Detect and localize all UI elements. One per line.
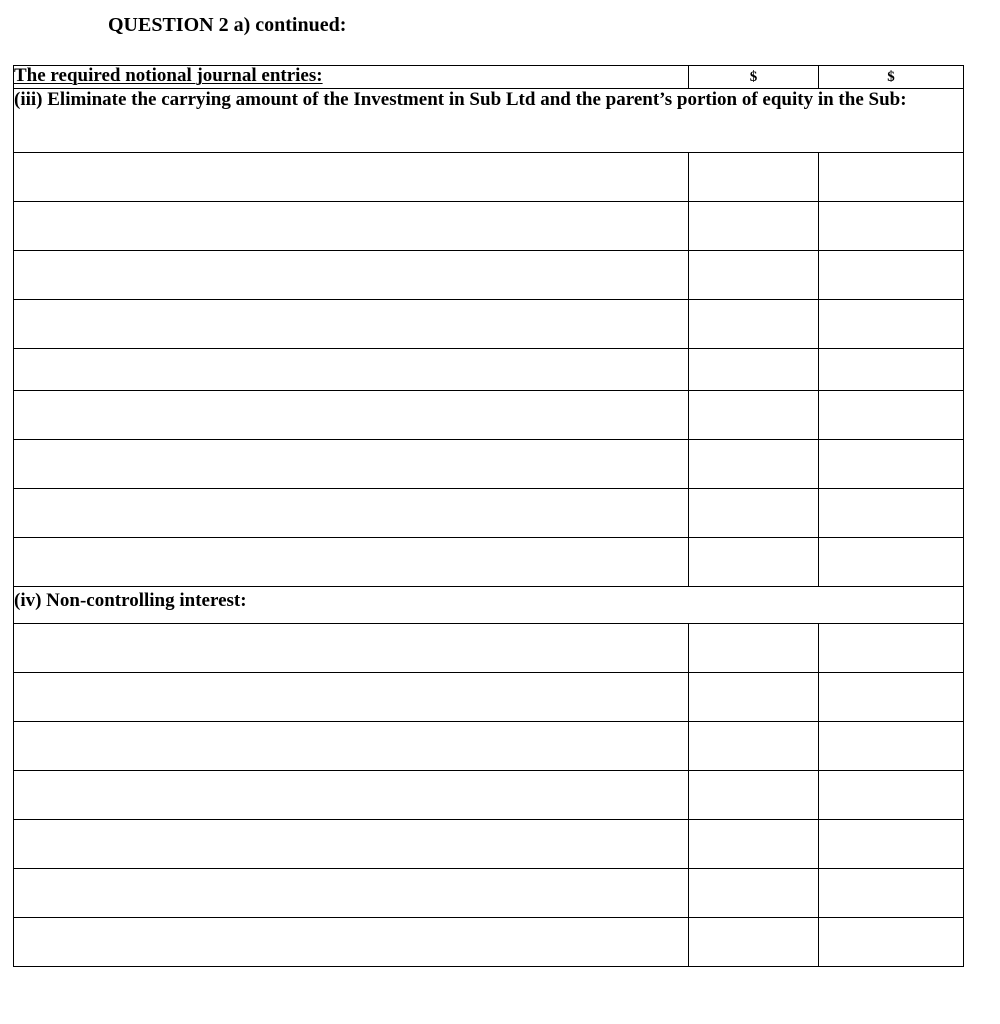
entry-credit-cell[interactable]	[819, 869, 964, 918]
entry-debit-cell[interactable]	[689, 489, 819, 538]
entry-debit-cell[interactable]	[689, 624, 819, 673]
entry-description-cell[interactable]	[14, 349, 689, 391]
entry-credit-cell[interactable]	[819, 300, 964, 349]
entry-description-cell[interactable]	[14, 489, 689, 538]
entry-description-cell[interactable]	[14, 820, 689, 869]
entry-debit-cell[interactable]	[689, 538, 819, 587]
entry-credit-cell[interactable]	[819, 489, 964, 538]
entry-description-cell[interactable]	[14, 300, 689, 349]
table-row	[14, 722, 964, 771]
entry-description-cell[interactable]	[14, 722, 689, 771]
table-row	[14, 673, 964, 722]
entry-debit-cell[interactable]	[689, 251, 819, 300]
entry-credit-cell[interactable]	[819, 624, 964, 673]
entry-debit-cell[interactable]	[689, 869, 819, 918]
entry-description-cell[interactable]	[14, 673, 689, 722]
entry-debit-cell[interactable]	[689, 673, 819, 722]
table-row	[14, 440, 964, 489]
entry-description-cell[interactable]	[14, 440, 689, 489]
section-iii-row	[14, 89, 964, 153]
entry-credit-cell[interactable]	[819, 391, 964, 440]
entry-credit-cell[interactable]	[819, 251, 964, 300]
entry-description-cell[interactable]	[14, 251, 689, 300]
table-header-label: The required notional journal entries:	[14, 66, 689, 89]
table-row	[14, 918, 964, 967]
entry-debit-cell[interactable]	[689, 391, 819, 440]
entry-description-cell[interactable]	[14, 869, 689, 918]
entry-description-cell[interactable]	[14, 202, 689, 251]
entry-credit-cell[interactable]	[819, 918, 964, 967]
entry-credit-cell[interactable]	[819, 722, 964, 771]
table-row	[14, 489, 964, 538]
entry-debit-cell[interactable]	[689, 440, 819, 489]
entry-description-cell[interactable]	[14, 391, 689, 440]
table-row	[14, 300, 964, 349]
entry-description-cell[interactable]	[14, 771, 689, 820]
table-row	[14, 251, 964, 300]
entry-debit-cell[interactable]	[689, 202, 819, 251]
entry-credit-cell[interactable]	[819, 349, 964, 391]
entry-description-cell[interactable]	[14, 624, 689, 673]
entry-debit-cell[interactable]	[689, 300, 819, 349]
journal-entries-table	[13, 65, 964, 967]
entry-debit-cell[interactable]	[689, 918, 819, 967]
section-iii-label: (iii) Eliminate the carrying amount of the Investment in Sub Ltd and the parent’s portion of equity in the Sub:	[14, 89, 964, 153]
section-iv-label: (iv) Non-controlling interest:	[14, 587, 964, 624]
entry-description-cell[interactable]	[14, 153, 689, 202]
table-row	[14, 153, 964, 202]
table-row	[14, 391, 964, 440]
entry-credit-cell[interactable]	[819, 673, 964, 722]
entry-debit-cell[interactable]	[689, 153, 819, 202]
entry-description-cell[interactable]	[14, 538, 689, 587]
table-row	[14, 538, 964, 587]
entry-debit-cell[interactable]	[689, 722, 819, 771]
entry-credit-cell[interactable]	[819, 440, 964, 489]
entry-credit-cell[interactable]	[819, 820, 964, 869]
table-header-row	[14, 66, 964, 89]
table-row	[14, 202, 964, 251]
entry-credit-cell[interactable]	[819, 153, 964, 202]
entry-credit-cell[interactable]	[819, 771, 964, 820]
entry-debit-cell[interactable]	[689, 349, 819, 391]
table-row	[14, 869, 964, 918]
table-row	[14, 624, 964, 673]
debit-column-header: $	[689, 66, 819, 89]
table-row	[14, 820, 964, 869]
table-row	[14, 771, 964, 820]
page-heading: QUESTION 2 a) continued:	[108, 14, 347, 36]
table-row	[14, 349, 964, 391]
entry-debit-cell[interactable]	[689, 820, 819, 869]
credit-column-header: $	[819, 66, 964, 89]
entry-credit-cell[interactable]	[819, 202, 964, 251]
section-iv-row	[14, 587, 964, 624]
entry-description-cell[interactable]	[14, 918, 689, 967]
entry-credit-cell[interactable]	[819, 538, 964, 587]
entry-debit-cell[interactable]	[689, 771, 819, 820]
